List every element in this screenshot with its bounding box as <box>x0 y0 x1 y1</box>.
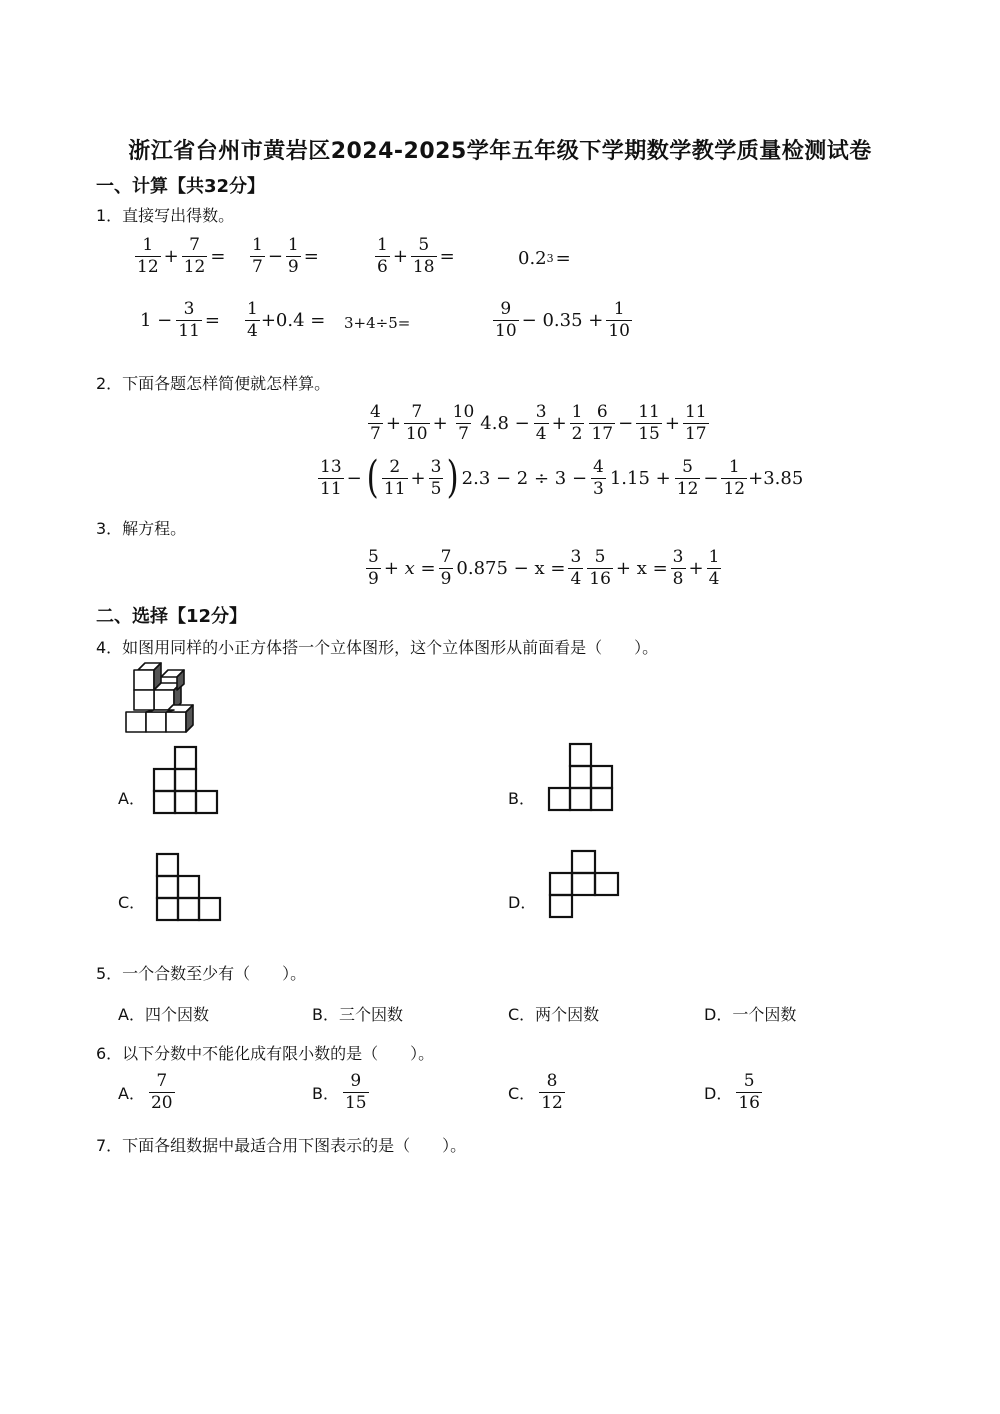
question-7-text: 7．下面各组数据中最适合用下图表示的是（ ）。 <box>96 1136 467 1155</box>
equation-prefix: 0.875 − x = <box>456 557 566 579</box>
question-3-text: 3．解方程。 <box>96 519 187 538</box>
numerator: 5 <box>594 547 606 567</box>
denominator: 3 <box>593 478 604 499</box>
q5-option-a[interactable]: A．四个因数 <box>118 1005 209 1024</box>
denominator: 7 <box>252 256 263 277</box>
operator: − <box>618 412 634 434</box>
numerator: 4 <box>593 456 604 477</box>
expr-prefix: 1 − <box>140 309 173 331</box>
page-title: 浙江省台州市黄岩区2024-2025学年五年级下学期数学教学质量检测试卷 <box>128 139 872 164</box>
option-label: C． <box>508 1083 536 1103</box>
numerator: 1 <box>247 299 258 319</box>
denominator: 17 <box>684 423 707 444</box>
q6-option-c[interactable] <box>508 1072 566 1112</box>
equation-middle: + x = <box>383 557 436 579</box>
numerator: 5 <box>368 547 379 567</box>
numerator: 5 <box>743 1071 755 1091</box>
left-paren: ( <box>366 452 379 503</box>
question-2-text: 2．下面各题怎样简便就怎样算。 <box>96 374 331 393</box>
q4-option-a-figure[interactable] <box>150 744 222 816</box>
q4-option-c-label[interactable]: C． <box>118 893 146 912</box>
operator: + <box>410 467 426 489</box>
denominator: 12 <box>541 1092 563 1113</box>
operator: + <box>163 245 179 267</box>
numerator: 2 <box>389 456 401 477</box>
option-label: B． <box>312 1083 339 1103</box>
q6-option-b[interactable] <box>312 1072 370 1112</box>
operator: − <box>703 467 719 489</box>
numerator: 1 <box>728 456 740 477</box>
operator: + <box>688 557 704 579</box>
option-label: D． <box>704 1083 733 1103</box>
q3-equations <box>365 548 722 588</box>
numerator: 13 <box>320 456 342 477</box>
expr-prefix: 1.15 + <box>609 467 671 489</box>
equals: = <box>204 309 220 331</box>
q5-option-b[interactable]: B．三个因数 <box>312 1005 403 1024</box>
q4-option-b-label[interactable]: B． <box>508 789 535 808</box>
numerator: 7 <box>189 235 200 255</box>
q5-option-d[interactable]: D．一个因数 <box>704 1005 797 1024</box>
numerator: 4 <box>370 402 381 422</box>
operator: + <box>385 412 401 434</box>
numerator: 7 <box>156 1071 168 1091</box>
denominator: 15 <box>344 1092 367 1113</box>
q1-expr-2 <box>249 236 321 276</box>
denominator: 10 <box>608 320 630 341</box>
denominator: 16 <box>589 568 611 589</box>
numerator: 3 <box>570 547 582 567</box>
denominator: 18 <box>412 256 435 277</box>
expr-suffix: +0.4 = <box>260 309 326 331</box>
power-exponent: 3 <box>546 252 554 265</box>
numerator: 1 <box>571 402 583 422</box>
numerator: 1 <box>613 299 625 319</box>
operator: − <box>267 245 283 267</box>
denominator: 4 <box>570 568 582 589</box>
equals: = <box>555 248 571 269</box>
q1-expr-7: 3+4÷5= <box>344 314 411 332</box>
numerator: 7 <box>411 402 423 422</box>
q4-option-d-label[interactable]: D． <box>508 893 537 912</box>
numerator: 3 <box>535 402 547 422</box>
q4-option-d-figure[interactable] <box>546 848 624 920</box>
right-paren: ) <box>447 452 460 503</box>
numerator: 11 <box>684 402 707 422</box>
denominator: 9 <box>368 568 379 589</box>
expr-prefix: 4.8 − <box>480 412 530 434</box>
numerator: 5 <box>682 456 693 477</box>
denominator: 2 <box>571 423 583 444</box>
q1-expr-8 <box>492 299 630 341</box>
equation-middle: + x = <box>615 557 668 579</box>
q4-option-b-figure[interactable] <box>545 741 617 813</box>
operator: − <box>346 467 362 489</box>
denominator: 12 <box>723 478 746 499</box>
q1-expr-1 <box>134 236 227 276</box>
q4-option-a-label[interactable]: A． <box>118 789 145 808</box>
denominator: 6 <box>377 256 388 277</box>
denominator: 9 <box>287 256 299 277</box>
q2-line-2 <box>317 452 804 503</box>
operator: + <box>664 412 680 434</box>
denominator: 4 <box>535 423 547 444</box>
numerator: 1 <box>287 235 299 255</box>
numerator: 3 <box>430 456 442 477</box>
numerator: 1 <box>142 235 154 255</box>
q4-option-c-figure[interactable] <box>153 851 225 923</box>
equals: = <box>439 245 455 267</box>
option-label: A． <box>118 1083 145 1103</box>
q1-expr-5 <box>140 300 222 340</box>
denominator: 11 <box>383 478 406 499</box>
numerator: 8 <box>546 1071 558 1091</box>
q6-option-a[interactable] <box>118 1072 176 1112</box>
question-1-text: 1．直接写出得数。 <box>96 206 235 225</box>
expr-suffix: +3.85 <box>748 467 804 489</box>
denominator: 12 <box>183 256 206 277</box>
denominator: 12 <box>137 256 159 277</box>
denominator: 7 <box>370 423 381 444</box>
q1-expr-4 <box>518 248 573 269</box>
operator: + <box>551 412 567 434</box>
section-heading-calculation: 一、计算【共32分】 <box>96 176 266 197</box>
q2-line-1 <box>367 403 710 443</box>
cube-structure-figure <box>120 660 210 742</box>
q1-expr-6 <box>244 300 325 340</box>
question-5-text: 5．一个合数至少有（ ）。 <box>96 964 307 983</box>
denominator: 17 <box>591 423 614 444</box>
numerator: 1 <box>708 547 720 567</box>
numerator: 6 <box>596 402 608 422</box>
denominator: 11 <box>320 478 342 499</box>
denominator: 7 <box>458 423 469 444</box>
denominator: 12 <box>676 478 699 499</box>
denominator: 5 <box>430 478 442 499</box>
numerator: 9 <box>500 299 512 319</box>
question-4-text: 4．如图用同样的小正方体搭一个立体图形，这个立体图形从前面看是（ ）。 <box>96 638 659 657</box>
numerator: 5 <box>418 235 430 255</box>
numerator: 1 <box>252 235 263 255</box>
denominator: 16 <box>738 1092 760 1113</box>
denominator: 11 <box>178 320 200 341</box>
numerator: 1 <box>377 235 388 255</box>
power-base: 0.2 <box>518 248 547 269</box>
denominator: 20 <box>150 1092 173 1113</box>
numerator: 7 <box>440 547 452 567</box>
denominator: 10 <box>405 423 428 444</box>
denominator: 4 <box>247 320 258 341</box>
denominator: 8 <box>672 568 684 589</box>
expr-middle: − 0.35 + <box>521 309 604 331</box>
equals: = <box>210 245 226 267</box>
operator: + <box>432 412 448 434</box>
q1-expr-3 <box>374 236 457 276</box>
numerator: 9 <box>350 1071 362 1091</box>
section-heading-choice: 二、选择【12分】 <box>96 606 248 627</box>
denominator: 4 <box>708 568 720 589</box>
operator: + <box>392 245 408 267</box>
denominator: 10 <box>495 320 517 341</box>
q6-option-d[interactable] <box>704 1072 763 1112</box>
denominator: 15 <box>638 423 660 444</box>
numerator: 11 <box>638 402 660 422</box>
numerator: 3 <box>183 299 195 319</box>
question-6-text: 6．以下分数中不能化成有限小数的是（ ）。 <box>96 1044 435 1063</box>
numerator: 10 <box>452 402 475 422</box>
q5-option-c[interactable]: C．两个因数 <box>508 1005 600 1024</box>
numerator: 3 <box>672 547 684 567</box>
expr-prefix: 2.3 − 2 ÷ 3 − <box>461 467 588 489</box>
denominator: 9 <box>440 568 452 589</box>
equals: = <box>303 245 319 267</box>
